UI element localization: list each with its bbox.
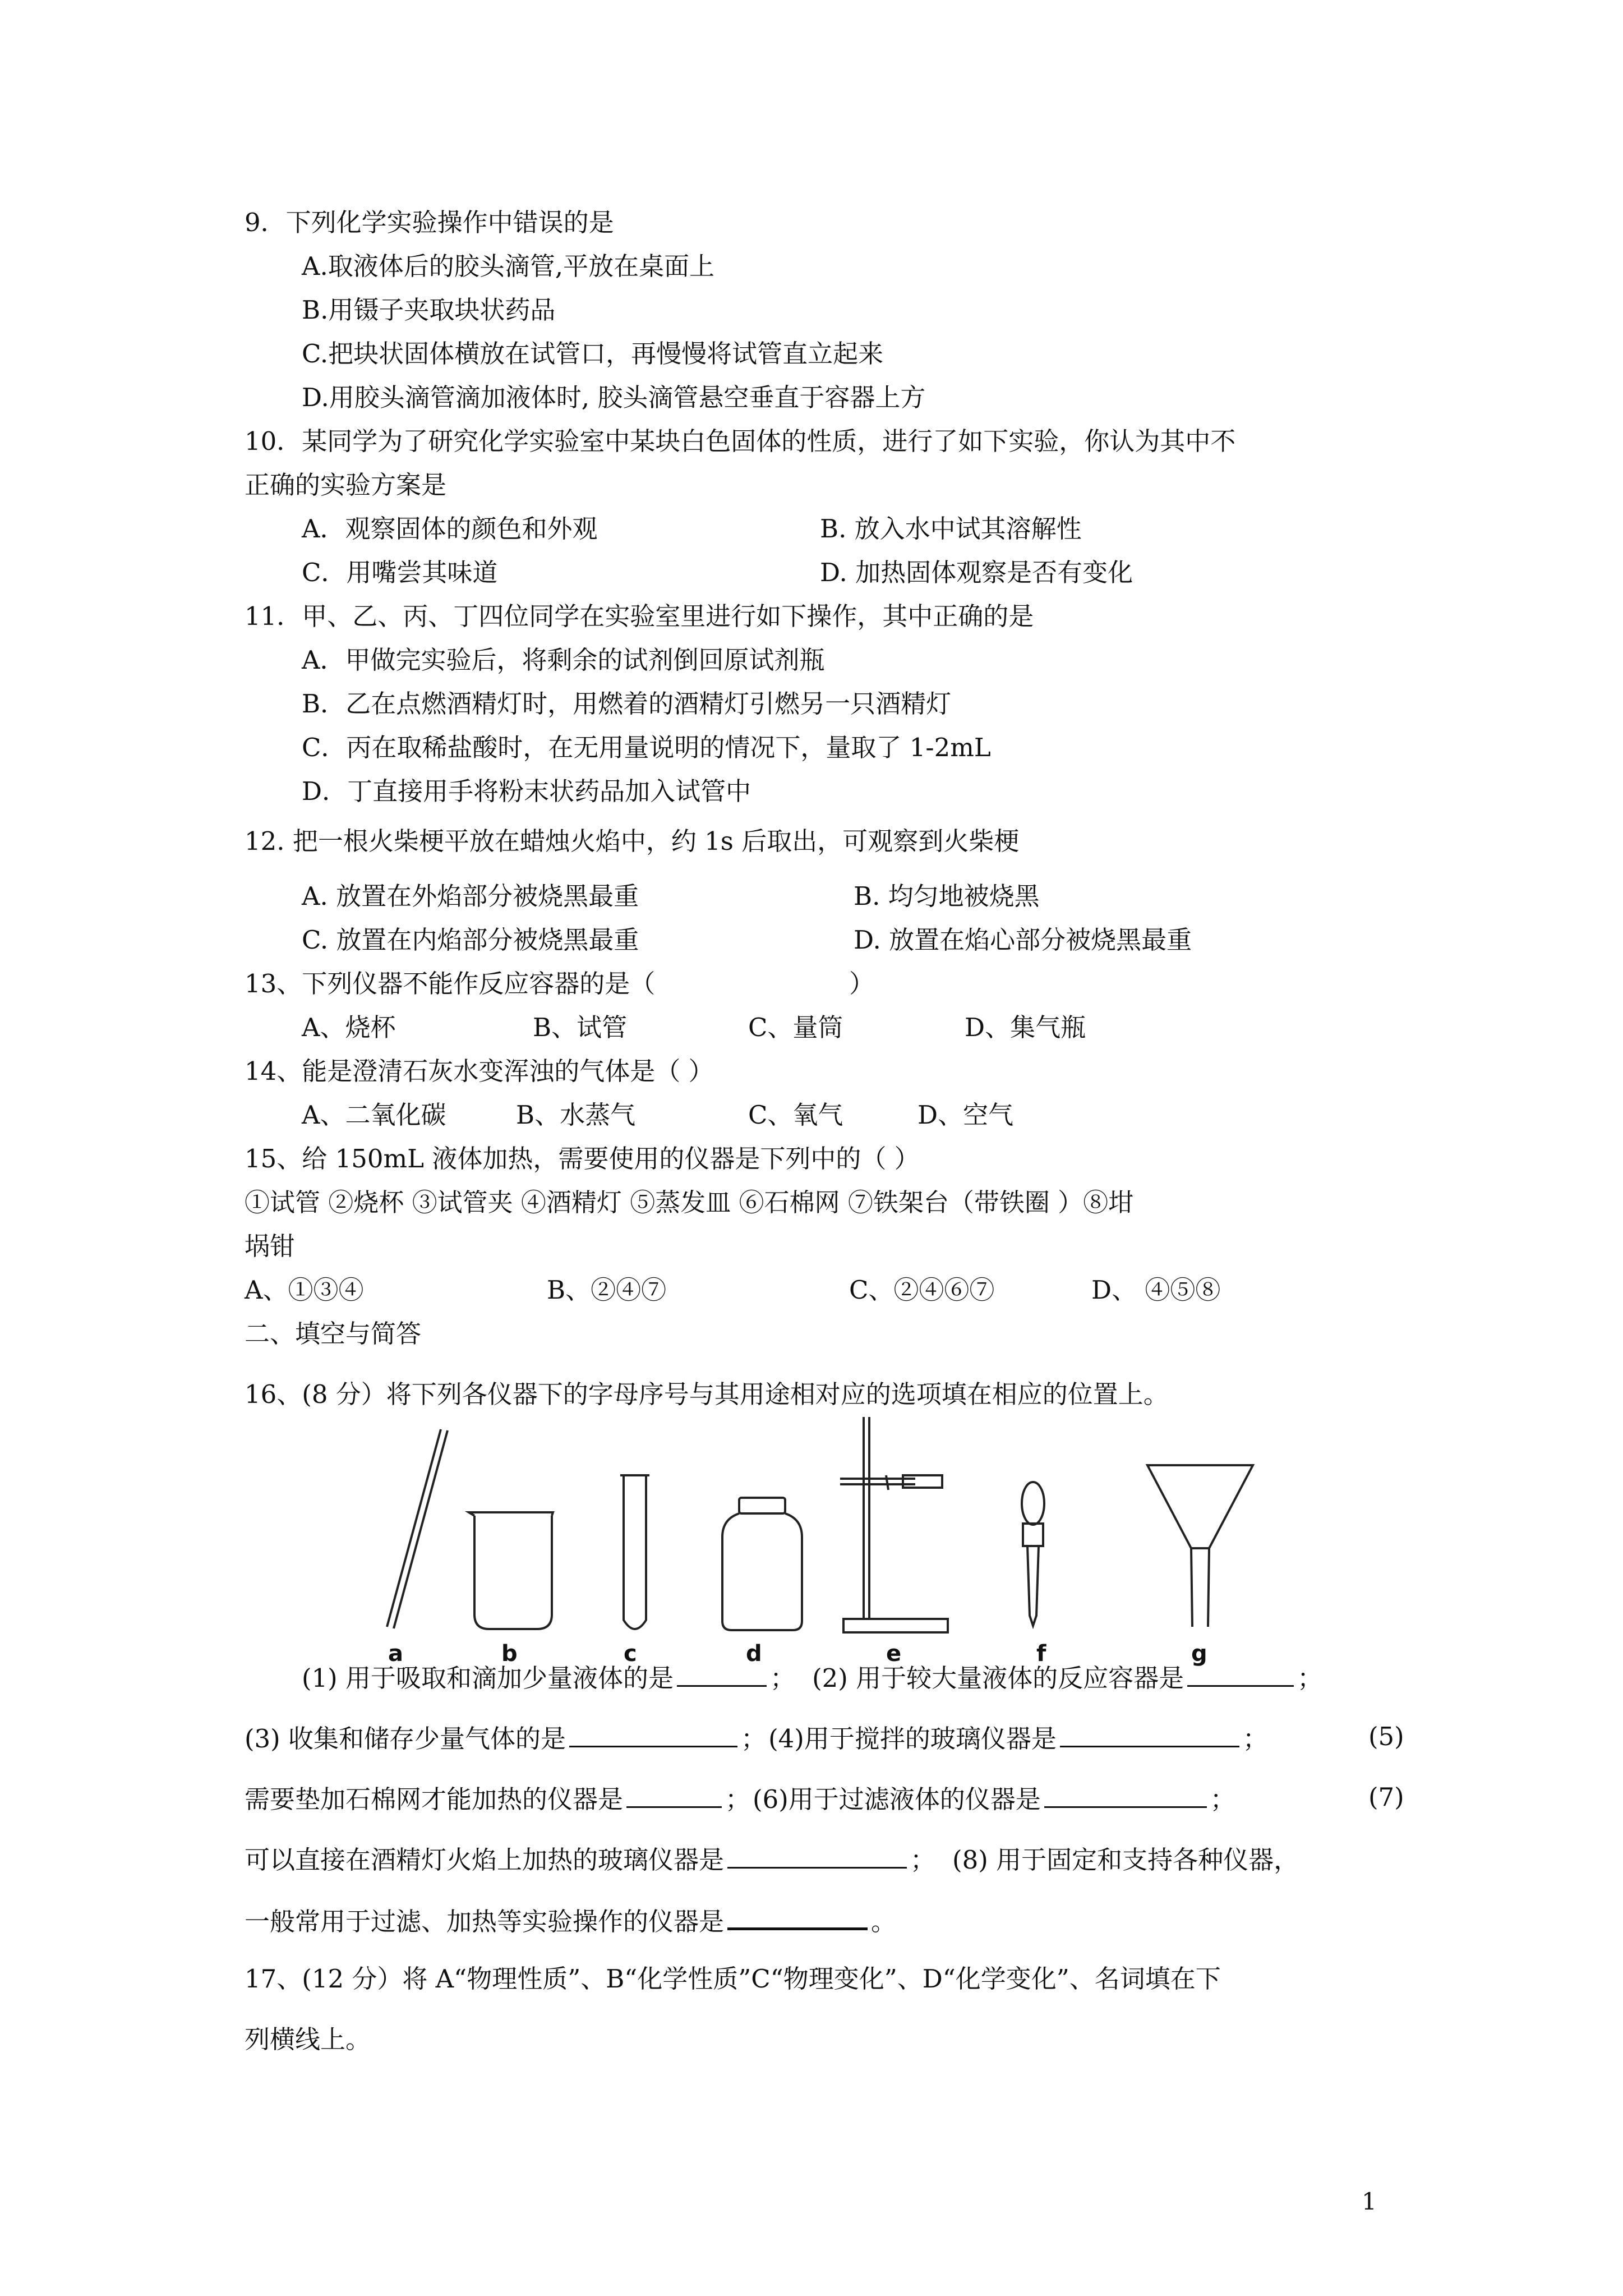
q14-option-d: D、空气 (917, 1100, 1014, 1130)
gas-bottle-icon (722, 1498, 802, 1630)
q16-sep-5: ； (725, 1784, 751, 1814)
q15-option-c: C、②④⑥⑦ (849, 1275, 995, 1305)
q14-option-c: C、氧气 (748, 1100, 843, 1130)
q16-sep-1: ； (770, 1663, 796, 1693)
q15-option-b: B、②④⑦ (547, 1275, 667, 1305)
q14-stem: 14、能是澄清石灰水变浑浊的气体是（ ） (245, 1056, 714, 1086)
q16-sep-6: ； (1210, 1784, 1235, 1814)
page-number: 1 (1362, 2188, 1377, 2215)
q16-end-period: 。 (871, 1907, 897, 1936)
glass-rod-icon (387, 1429, 448, 1628)
q13-option-a: A、烧杯 (302, 1013, 396, 1042)
q17-stem-line1: 17、(12 分）将 A“物理性质”、B“化学性质”C“物理变化”、D“化学变化”、名词填在下 (245, 1964, 1221, 1994)
q16-part4-text: (4)用于搅拌的玻璃仪器是 (768, 1724, 1057, 1754)
q16-sep-7: ； (910, 1845, 936, 1875)
q12-option-a: A. 放置在外焰部分被烧黑最重 (302, 881, 639, 911)
q10-option-b: B. 放入水中试其溶解性 (820, 514, 1082, 544)
q16-blank-8[interactable] (727, 1902, 868, 1930)
q9-option-d: D.用胶头滴管滴加液体时, 胶头滴管悬空垂直于容器上方 (302, 383, 926, 412)
label-a: a (388, 1641, 403, 1667)
q10-option-c: C．用嘴尝其味道 (302, 558, 498, 587)
q10-option-d: D. 加热固体观察是否有变化 (820, 558, 1133, 587)
q13-option-b: B、试管 (533, 1013, 628, 1042)
q16-part8-text: (8) 用于固定和支持各种仪器， (952, 1845, 1299, 1875)
q16-line3 (245, 1780, 1235, 1816)
q16-line4 (245, 1841, 1299, 1877)
q16-sep-2: ； (1297, 1663, 1323, 1693)
q16-part7-text: 可以直接在酒精灯火焰上加热的玻璃仪器是 (245, 1845, 725, 1875)
q16-blank-7[interactable] (727, 1841, 907, 1869)
q10-stem-line1: 10．某同学为了研究化学实验室中某块白色固体的性质，进行了如下实验，你认为其中不 (245, 426, 1236, 456)
q16-blank-6[interactable] (1044, 1780, 1207, 1808)
q11-option-d: D．丁直接用手将粉末状药品加入试管中 (302, 776, 751, 806)
q11-stem: 11．甲、乙、丙、丁四位同学在实验室里进行如下操作，其中正确的是 (245, 601, 1034, 631)
beaker-icon (469, 1512, 553, 1629)
q11-option-c: C．丙在取稀盐酸时，在无用量说明的情况下，量取了 1-2mL (302, 733, 991, 762)
q16-part3-text: (3) 收集和储存少量气体的是 (245, 1724, 566, 1754)
q16-line2 (245, 1720, 1268, 1756)
q9-option-a: A.取液体后的胶头滴管,平放在桌面上 (302, 251, 715, 281)
q12-option-b: B. 均匀地被烧黑 (854, 881, 1040, 911)
q16-part1-text: (1) 用于吸取和滴加少量液体的是 (302, 1663, 674, 1693)
q16-part8-text-cont: 一般常用于过滤、加热等实验操作的仪器是 (245, 1907, 725, 1936)
q16-sep-3: ； (741, 1724, 767, 1754)
q16-part2-text: (2) 用于较大量液体的反应容器是 (812, 1663, 1184, 1693)
q16-blank-4[interactable] (1060, 1720, 1239, 1747)
q16-blank-2[interactable] (1187, 1659, 1294, 1687)
q15-option-d: D、 ④⑤⑧ (1091, 1275, 1221, 1305)
q14-option-b: B、水蒸气 (516, 1100, 636, 1130)
q16-line5 (245, 1902, 896, 1939)
q12-stem: 12. 把一根火柴梗平放在蜡烛火焰中，约 1s 后取出，可观察到火柴梗 (245, 826, 1020, 856)
label-g: g (1191, 1641, 1207, 1667)
q12-option-d: D. 放置在焰心部分被烧黑最重 (854, 925, 1192, 955)
q13-option-d: D、集气瓶 (965, 1013, 1086, 1042)
q16-part5-text: 需要垫加石棉网才能加热的仪器是 (245, 1784, 624, 1814)
q16-blank-5[interactable] (626, 1780, 722, 1808)
label-f: f (1036, 1641, 1046, 1667)
q15-option-a: A、①③④ (245, 1275, 364, 1305)
q9-option-b: B.用镊子夹取块状药品 (302, 295, 556, 325)
q16-part5-number: (5) (1368, 1722, 1404, 1751)
dropper-icon (1022, 1482, 1044, 1626)
test-tube-icon (620, 1475, 649, 1629)
q9-stem: 9．下列化学实验操作中错误的是 (245, 208, 614, 237)
iron-stand-icon (840, 1417, 948, 1632)
q16-line1 (302, 1659, 1322, 1695)
q16-blank-1[interactable] (677, 1659, 767, 1687)
q16-stem: 16、(8 分）将下列各仪器下的字母序号与其用途相对应的选项填在相应的位置上。 (245, 1379, 1169, 1409)
q16-blank-3[interactable] (569, 1720, 737, 1747)
label-e: e (886, 1641, 902, 1667)
q16-part6-text: (6)用于过滤液体的仪器是 (753, 1784, 1041, 1814)
label-b: b (501, 1641, 518, 1667)
section-heading: 二、填空与简答 (245, 1319, 422, 1349)
q15-items-line2: 埚钳 (245, 1231, 296, 1261)
q17-stem-line2: 列横线上。 (245, 2024, 371, 2054)
q9-option-c: C.把块状固体横放在试管口，再慢慢将试管直立起来 (302, 339, 884, 369)
q11-option-b: B．乙在点燃酒精灯时，用燃着的酒精灯引燃另一只酒精灯 (302, 689, 952, 719)
funnel-icon (1147, 1465, 1253, 1627)
q14-option-a: A、二氧化碳 (302, 1100, 446, 1130)
q12-option-c: C. 放置在内焰部分被烧黑最重 (302, 925, 639, 955)
q15-items-line1: ①试管 ②烧杯 ③试管夹 ④酒精灯 ⑤蒸发皿 ⑥石棉网 ⑦铁架台（带铁圈 ）⑧坩 (245, 1188, 1134, 1217)
q16-part7-number: (7) (1368, 1782, 1404, 1812)
q13-stem-end: ） (849, 969, 875, 999)
q10-stem-line2: 正确的实验方案是 (245, 470, 447, 500)
q15-stem: 15、给 150mL 液体加热，需要使用的仪器是下列中的（ ） (245, 1144, 920, 1174)
q11-option-a: A．甲做完实验后，将剩余的试剂倒回原试剂瓶 (302, 645, 825, 675)
q13-option-c: C、量筒 (748, 1013, 843, 1042)
label-d: d (746, 1641, 762, 1667)
q10-option-a: A．观察固体的颜色和外观 (302, 514, 598, 544)
q13-stem: 13、下列仪器不能作反应容器的是（ (245, 969, 656, 999)
label-c: c (624, 1641, 637, 1667)
q16-sep-4: ； (1242, 1724, 1268, 1754)
